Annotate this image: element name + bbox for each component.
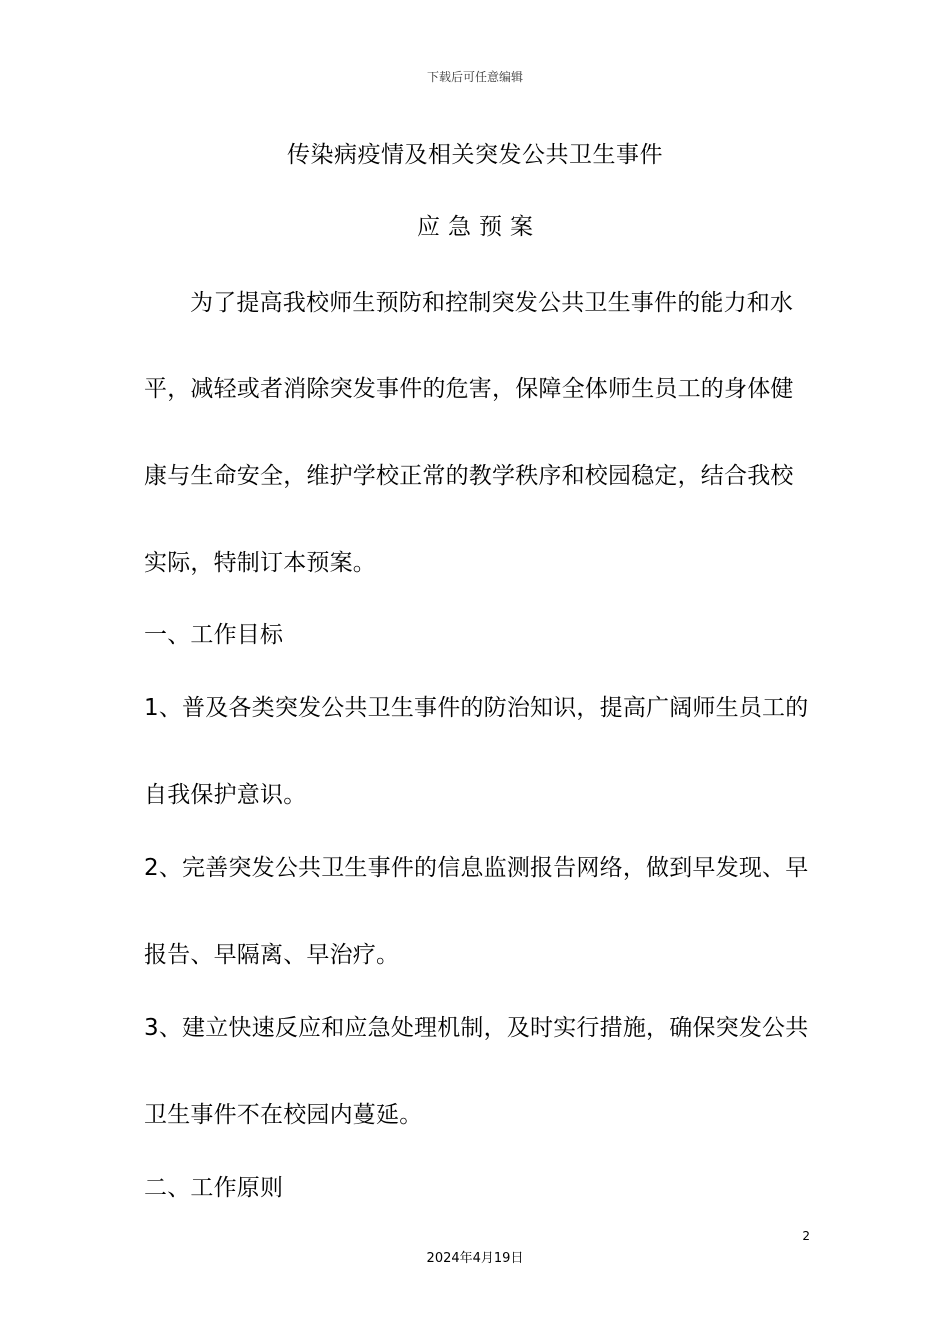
list-item-continuation: 报告、早隔离、早治疗。 — [144, 942, 400, 968]
paragraph-line: 为了提高我校师生预防和控制突发公共卫生事件的能力和水 — [190, 290, 794, 316]
list-item-continuation: 卫生事件不在校园内蔓延。 — [144, 1102, 423, 1128]
paragraph-line: 康与生命安全，维护学校正常的教学秩序和校园稳定，结合我校 — [144, 463, 794, 489]
document-subtitle: 应急预案 — [417, 214, 541, 240]
section-heading: 二、工作原则 — [144, 1175, 284, 1201]
document-title: 传染病疫情及相关突发公共卫生事件 — [287, 142, 663, 168]
header-note: 下载后可任意编辑 — [426, 70, 523, 84]
list-item-continuation: 自我保护意识。 — [144, 782, 307, 808]
section-heading: 一、工作目标 — [144, 622, 284, 648]
list-item: 3、建立快速反应和应急处理机制，及时实行措施，确保突发公共 — [144, 1015, 809, 1041]
paragraph-line: 实际，特制订本预案。 — [144, 550, 376, 576]
page-number: 2 — [802, 1229, 810, 1243]
footer-date: 2024年4月19日 — [426, 1251, 524, 1266]
list-item: 2、完善突发公共卫生事件的信息监测报告网络，做到早发现、早 — [144, 855, 809, 881]
list-item: 1、普及各类突发公共卫生事件的防治知识，提高广阔师生员工的 — [144, 695, 809, 721]
paragraph-line: 平，减轻或者消除突发事件的危害，保障全体师生员工的身体健 — [144, 376, 794, 402]
